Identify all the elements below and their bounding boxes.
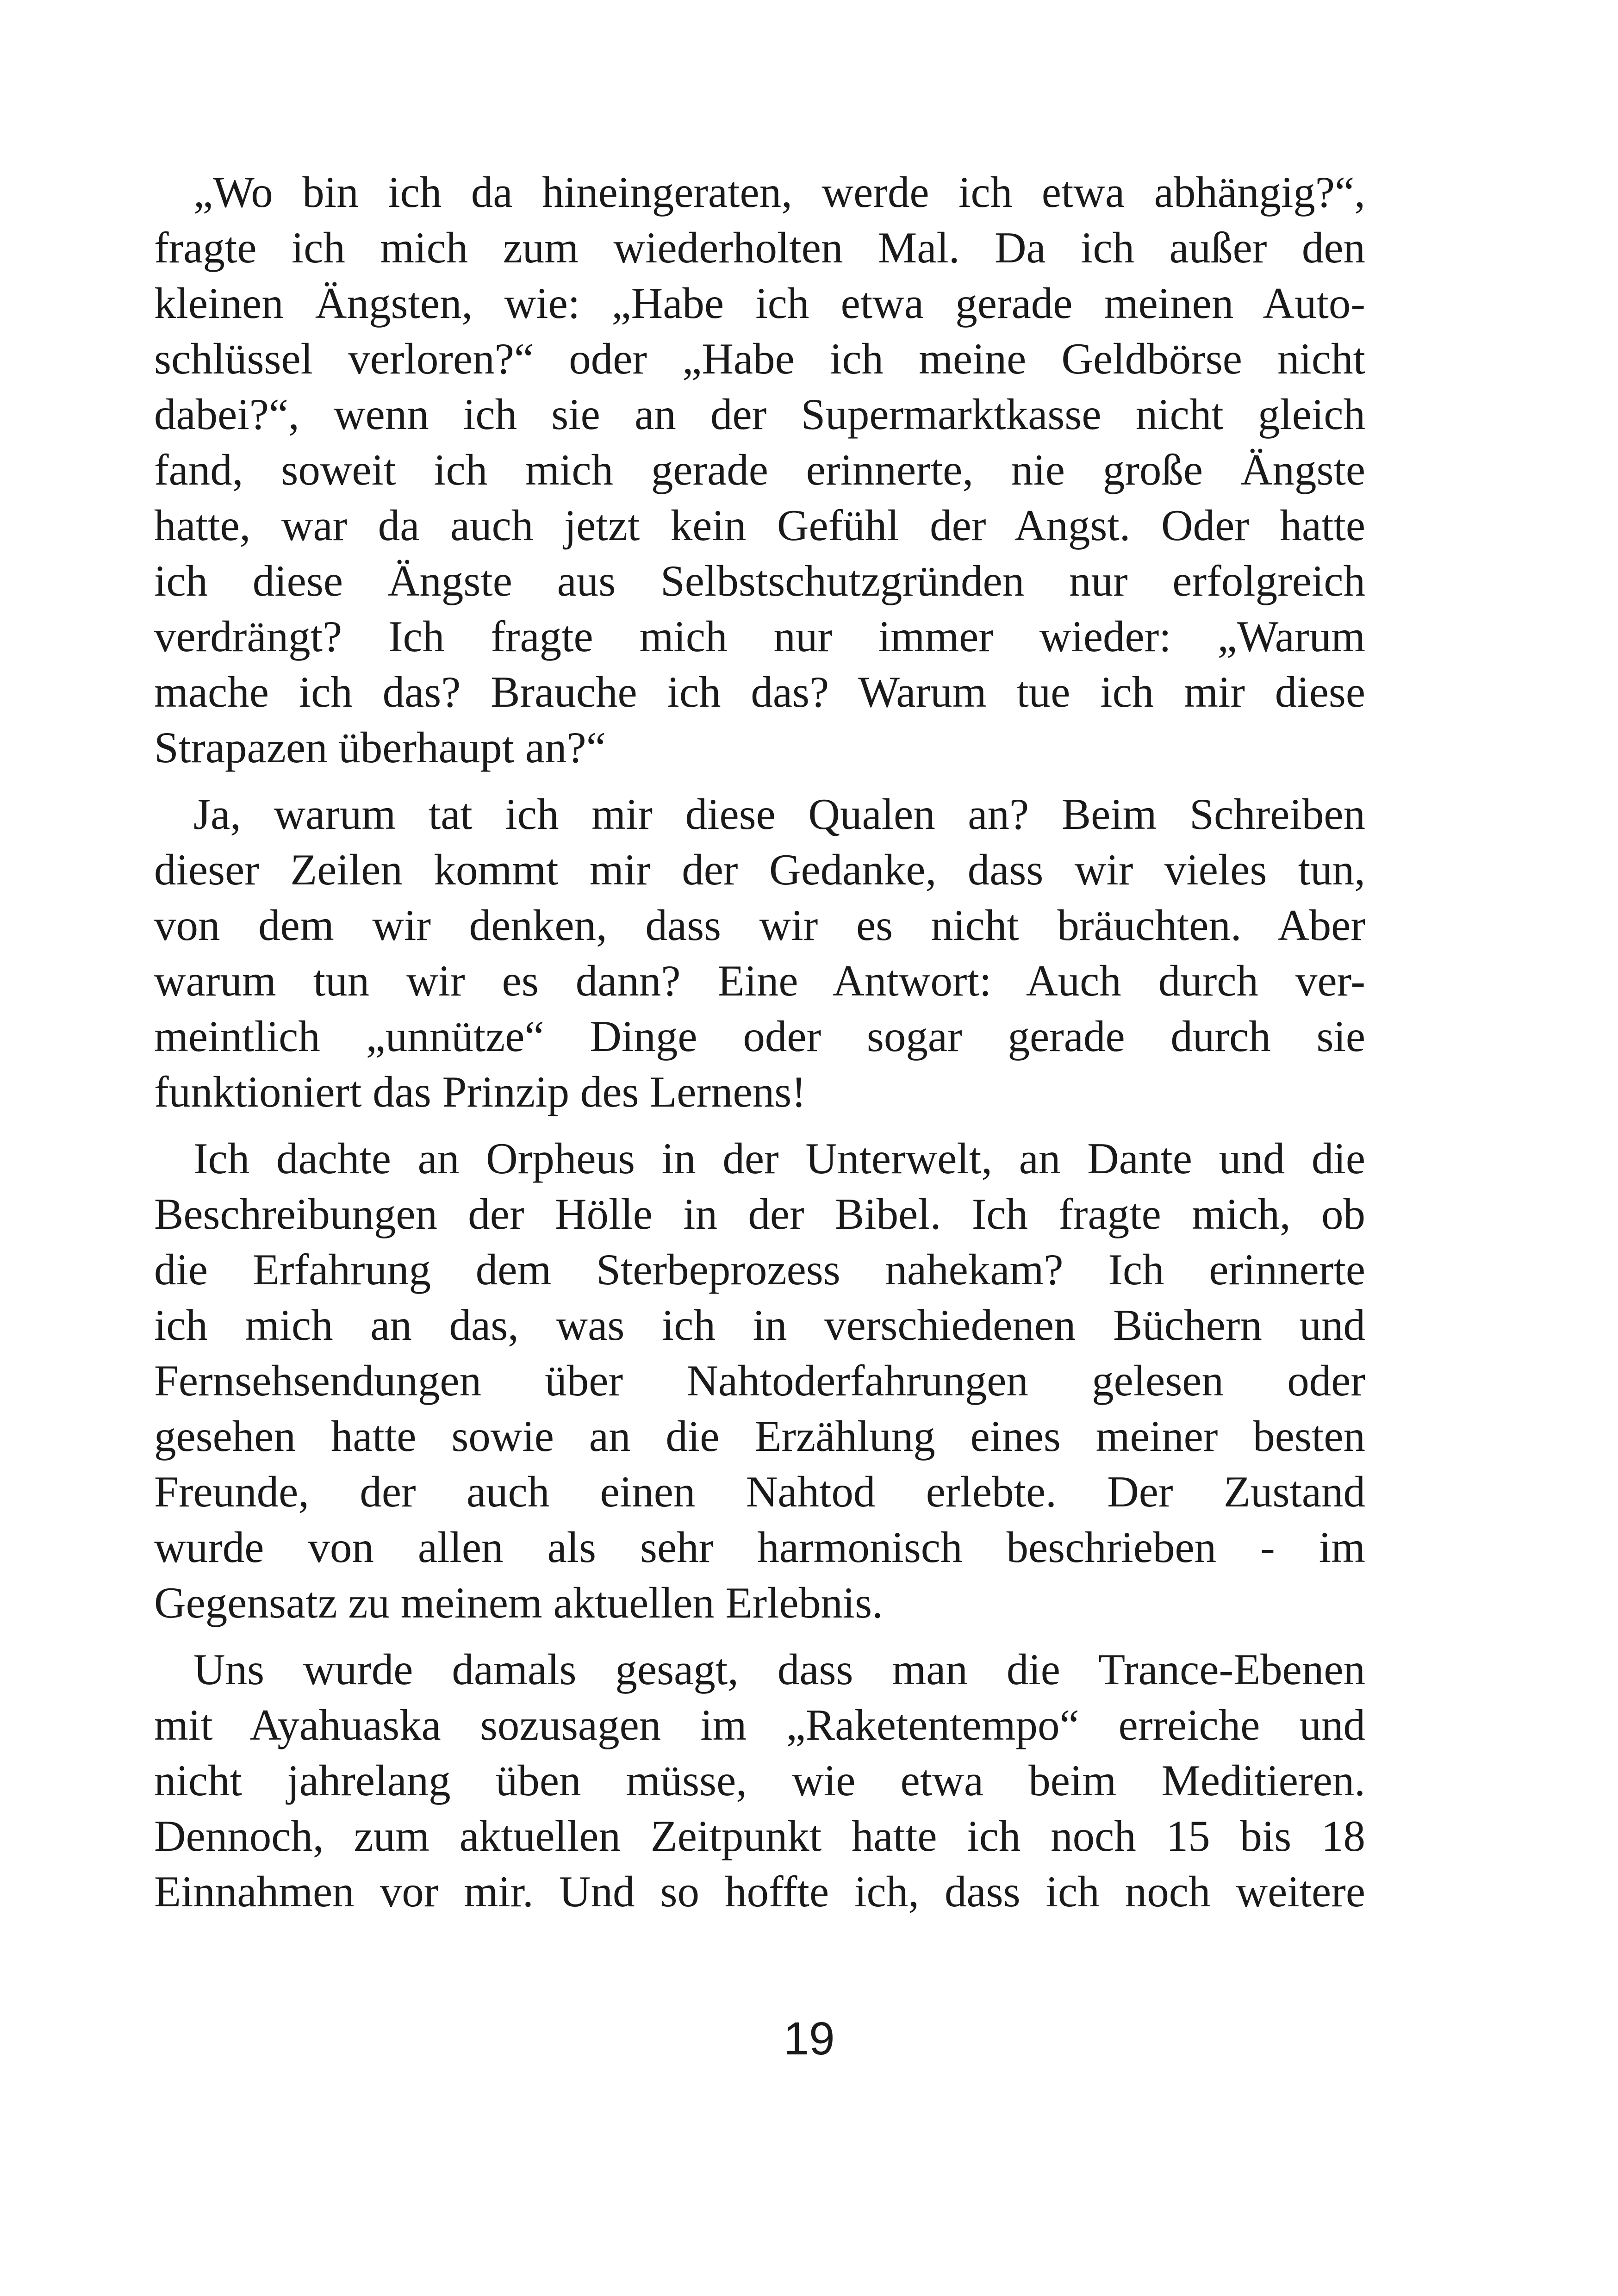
text-line: Gegensatz zu meinem aktuellen Erlebnis. [154, 1578, 883, 1627]
text-line: verdrängt? Ich fragte mich nur immer wieder: „Warum [154, 612, 1365, 661]
text-line: wurde von allen als sehr harmonisch beschrieben - im [154, 1523, 1365, 1572]
text-line: „Wo bin ich da hineingeraten, werde ich etwa abhängig?“, [193, 168, 1365, 217]
text-line: mit Ayahuaska sozusagen im „Raketentempo“ erreiche und [154, 1700, 1365, 1749]
text-line: Ich dachte an Orpheus in der Unterwelt, an Dante und die [193, 1134, 1365, 1183]
text-line: Dennoch, zum aktuellen Zeitpunkt hatte ich noch 15 bis 18 [154, 1811, 1365, 1860]
paragraph [154, 1642, 1365, 1919]
text-line: schlüssel verloren?“ oder „Habe ich meine Geldbörse nicht [154, 334, 1365, 383]
text-line: gesehen hatte sowie an die Erzählung eines meiner besten [154, 1412, 1365, 1461]
text-line: ich diese Ängste aus Selbstschutzgründen nur erfolgreich [154, 556, 1365, 605]
text-line: funktioniert das Prinzip des Lernens! [154, 1067, 806, 1116]
text-line: dabei?“, wenn ich sie an der Supermarktkasse nicht gleich [154, 390, 1365, 439]
text-line: Fernsehsendungen über Nahtoderfahrungen gelesen oder [154, 1356, 1365, 1405]
text-line: ich mich an das, was ich in verschiedenen Büchern und [154, 1300, 1365, 1350]
text-line: dieser Zeilen kommt mir der Gedanke, dass wir vieles tun, [154, 845, 1365, 894]
text-line: Beschreibungen der Hölle in der Bibel. Ich fragte mich, ob [154, 1189, 1365, 1238]
text-line: von dem wir denken, dass wir es nicht bräuchten. Aber [154, 901, 1365, 950]
text-line: Strapazen überhaupt an?“ [154, 723, 606, 772]
text-line: fragte ich mich zum wiederholten Mal. Da ich außer den [154, 223, 1365, 272]
text-line: fand, soweit ich mich gerade erinnerte, nie große Ängste [154, 445, 1365, 494]
paragraph [154, 1131, 1365, 1630]
paragraph [154, 164, 1365, 775]
text-line: Freunde, der auch einen Nahtod erlebte. Der Zustand [154, 1467, 1365, 1516]
text-line: mache ich das? Brauche ich das? Warum tue ich mir diese [154, 667, 1365, 716]
text-line: kleinen Ängsten, wie: „Habe ich etwa gerade meinen Auto- [154, 279, 1365, 328]
text-line: nicht jahrelang üben müsse, wie etwa beim Meditieren. [154, 1756, 1365, 1805]
text-line: Uns wurde damals gesagt, dass man die Trance-Ebenen [193, 1645, 1365, 1694]
page-number: 19 [783, 2013, 835, 2065]
text-line: warum tun wir es dann? Eine Antwort: Auch durch ver- [154, 956, 1365, 1005]
text-line: Ja, warum tat ich mir diese Qualen an? Beim Schreiben [193, 790, 1365, 839]
text-line: die Erfahrung dem Sterbeprozess nahekam? Ich erinnerte [154, 1245, 1365, 1294]
text-line: Einnahmen vor mir. Und so hoffte ich, dass ich noch weitere [154, 1867, 1365, 1916]
body-text [154, 164, 1365, 1930]
paragraph [154, 786, 1365, 1120]
text-line: hatte, war da auch jetzt kein Gefühl der Angst. Oder hatte [154, 501, 1365, 550]
text-line: meintlich „unnütze“ Dinge oder sogar gerade durch sie [154, 1012, 1365, 1061]
